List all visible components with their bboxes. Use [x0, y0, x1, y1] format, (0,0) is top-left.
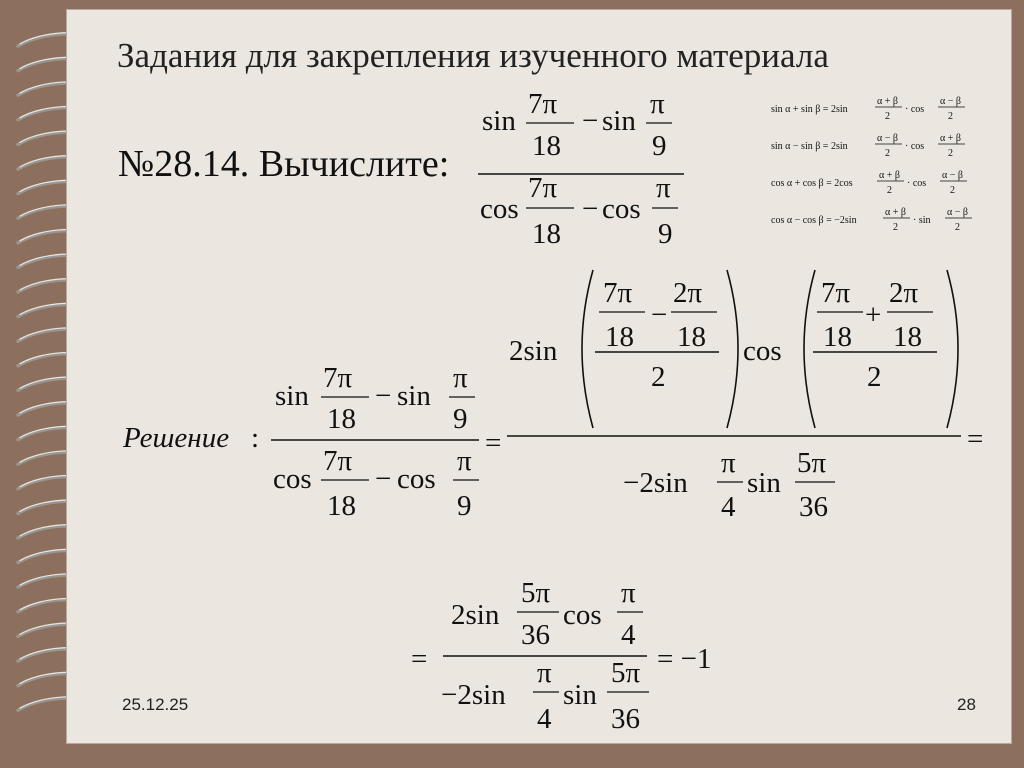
task-18-1: 18 — [532, 130, 561, 162]
sol-num-plus: + — [865, 299, 882, 331]
sol-7pi-2: 7π — [323, 445, 353, 477]
task-7pi-2: 7π — [528, 172, 558, 204]
formula-2-den1: 2 — [885, 148, 890, 159]
formula-4-op: · sin — [913, 215, 931, 226]
formula-1-num1: α + β — [877, 96, 898, 107]
page-number: 28 — [957, 695, 976, 714]
sol-pi-2: π — [457, 445, 472, 477]
sol2-num-5pi: 5π — [521, 577, 551, 609]
task-pi-1: π — [650, 88, 665, 120]
sol-num-18-d: 18 — [893, 321, 922, 353]
formula-3-num1: α + β — [879, 170, 900, 181]
sol-sin-1: sin — [275, 380, 309, 412]
task-cos-1: cos — [480, 193, 519, 225]
slide-title: Задания для закрепления изученного материала — [117, 36, 829, 75]
task-label: №28.14. Вычислите: — [118, 143, 450, 185]
formula-4-lhs: cos α − cos β = −2sin — [771, 215, 857, 226]
solution-step-1 — [115, 260, 995, 530]
sol2-den-36: 36 — [611, 703, 640, 735]
sol-den-5pi: 5π — [797, 447, 827, 479]
sol2-num-pi: π — [621, 577, 636, 609]
sol-7pi-1: 7π — [323, 362, 353, 394]
formula-3-den1: 2 — [887, 185, 892, 196]
formula-1-den1: 2 — [885, 111, 890, 122]
sol2-den-5pi: 5π — [611, 657, 641, 689]
formula-3-den2: 2 — [950, 185, 955, 196]
formula-1-lhs: sin α + sin β = 2sin — [771, 104, 848, 115]
solution-step-2 — [405, 570, 745, 740]
sol-cos-2: cos — [397, 463, 436, 495]
task-sin-2: sin — [602, 105, 636, 137]
sol2-2sin: 2sin — [451, 599, 500, 631]
sol-num-2-b: 2 — [867, 361, 882, 393]
sol-cos-big: cos — [743, 335, 782, 367]
sol-num-18-c: 18 — [823, 321, 852, 353]
task-9-2: 9 — [658, 218, 673, 250]
formula-4-den2: 2 — [955, 222, 960, 233]
formula-4-num1: α + β — [885, 207, 906, 218]
reference-formulas — [765, 92, 995, 242]
formula-3-num2: α − β — [942, 170, 963, 181]
sol-num-7pi-b: 7π — [821, 277, 851, 309]
sol-pi-1: π — [453, 362, 468, 394]
formula-2-lhs: sin α − sin β = 2sin — [771, 141, 848, 152]
sol2-equals: = — [411, 643, 428, 675]
formula-4-den1: 2 — [893, 222, 898, 233]
formula-1-op: · cos — [905, 104, 925, 115]
sol-2sin: 2sin — [509, 335, 558, 367]
sol-num-18-a: 18 — [605, 321, 634, 353]
sol2-result: = −1 — [657, 643, 712, 675]
sol2-num-36: 36 — [521, 619, 550, 651]
sol2-neg2sin: −2sin — [441, 679, 506, 711]
sol2-den-4: 4 — [537, 703, 552, 735]
sol-den-4: 4 — [721, 491, 736, 523]
sol-den-36: 36 — [799, 491, 828, 523]
sol2-den-pi: π — [537, 657, 552, 689]
formula-1-num2: α − β — [940, 96, 961, 107]
task-expression — [470, 85, 700, 255]
task-7pi-1: 7π — [528, 88, 558, 120]
solution-label: Решение — [123, 422, 230, 454]
sol-den-pi: π — [721, 447, 736, 479]
task-9-1: 9 — [652, 130, 667, 162]
sol-equals-1: = — [485, 427, 502, 459]
task-minus-1: − — [582, 105, 599, 137]
sol-minus-1: − — [375, 380, 392, 412]
task-minus-2: − — [582, 193, 599, 225]
task-18-2: 18 — [532, 218, 561, 250]
sol-den-neg2sin: −2sin — [623, 467, 688, 499]
sol-num-18-b: 18 — [677, 321, 706, 353]
formula-4-num2: α − β — [947, 207, 968, 218]
sol-num-2pi-b: 2π — [889, 277, 919, 309]
sol-cos-1: cos — [273, 463, 312, 495]
sol-minus-2: − — [375, 463, 392, 495]
sol-equals-2: = — [967, 423, 984, 455]
sol-den-sin: sin — [747, 467, 781, 499]
sol-num-2pi-a: 2π — [673, 277, 703, 309]
task-cos-2: cos — [602, 193, 641, 225]
sol-9-2: 9 — [457, 490, 472, 522]
slide-date: 25.12.25 — [122, 695, 189, 714]
sol2-num-4: 4 — [621, 619, 636, 651]
sol2-cos: cos — [563, 599, 602, 631]
formula-1-den2: 2 — [948, 111, 953, 122]
formula-3-op: · cos — [907, 178, 927, 189]
sol-num-7pi-a: 7π — [603, 277, 633, 309]
formula-3-lhs: cos α + cos β = 2cos — [771, 178, 853, 189]
formula-2-op: · cos — [905, 141, 925, 152]
task-sin-1: sin — [482, 105, 516, 137]
sol-18-1: 18 — [327, 403, 356, 435]
sol-sin-2: sin — [397, 380, 431, 412]
formula-2-num2: α + β — [940, 133, 961, 144]
formula-2-den2: 2 — [948, 148, 953, 159]
sol-num-2-a: 2 — [651, 361, 666, 393]
task-pi-2: π — [656, 172, 671, 204]
sol-9-1: 9 — [453, 403, 468, 435]
solution-colon: : — [251, 422, 260, 454]
sol-num-minus: − — [651, 299, 668, 331]
sol-18-2: 18 — [327, 490, 356, 522]
formula-2-num1: α − β — [877, 133, 898, 144]
sol2-den-sin: sin — [563, 679, 597, 711]
